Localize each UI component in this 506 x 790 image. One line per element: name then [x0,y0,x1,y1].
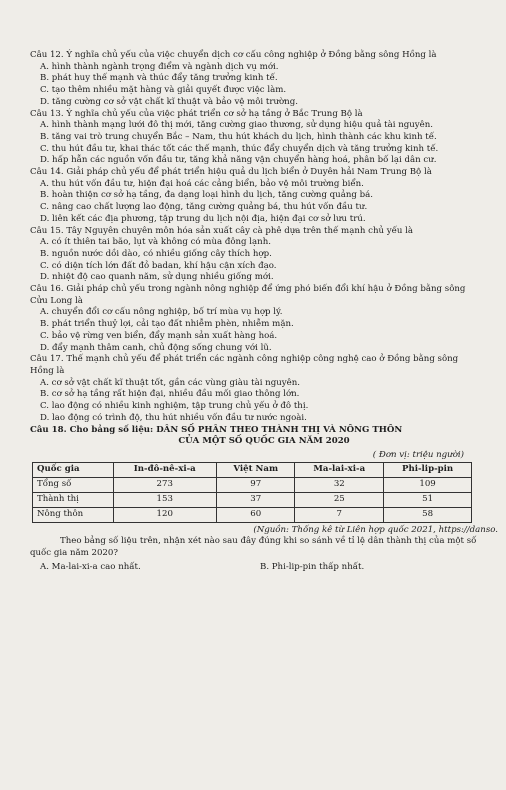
question-14 [30,167,498,226]
option-d: D. nhiệt độ cao quanh năm, sử dụng nhiều giống mới. [40,272,274,283]
option-d: D. tăng cường cơ sở vật chất kĩ thuật và bảo vệ môi trường. [40,96,298,107]
question-stem-continued: Hồng là [30,365,65,376]
table-cell: 60 [217,507,295,522]
option-b: B. cơ sở hạ tầng rất hiện đại, nhiều đầu mối giao thông lớn. [40,389,300,400]
table-cell: 120 [113,507,217,522]
table-header-cell: Việt Nam [217,462,295,477]
table-cell: 273 [113,477,217,492]
question-stem: Câu 17. Thế mạnh chủ yếu để phát triển các ngành công nghiệp công nghệ cao ở Đồng bằng sông [30,354,459,365]
table-title: CỦA MỘT SỐ QUỐC GIA NĂM 2020 [178,436,350,447]
table-cell: 37 [217,492,295,507]
question-stem: Câu 13. Ý nghĩa chủ yếu của việc phát triển cơ sở hạ tầng ở Bắc Trung Bộ là [30,108,363,119]
table-cell: 32 [295,477,384,492]
table-cell: 51 [384,492,472,507]
question-12 [30,50,498,109]
data-table [32,462,472,523]
option-a: A. Ma-lai-xi-a cao nhất. [40,561,141,572]
table-cell: 153 [113,492,217,507]
question-16 [30,284,498,354]
option-b: B. nguồn nước dồi dào, có nhiều giống cây thích hợp. [40,248,272,259]
answer-row [30,562,498,574]
option-a: A. thu hút vốn đầu tư, hiện đại hoá các cảng biển, bảo vệ môi trường biển. [40,178,364,189]
table-row [33,492,472,507]
table-source: (Nguồn: Thống kê từ Liên hợp quốc 2021, https://danso. [253,524,498,535]
option-c: C. nâng cao chất lượng lao động, tăng cường quảng bá, thu hút vốn đầu tư. [40,202,368,213]
option-a: A. cơ sở vật chất kĩ thuật tốt, gần các vùng giàu tài nguyên. [40,377,300,388]
table-header-cell: Ma-lai-xi-a [295,462,384,477]
option-b: B. phát huy thế mạnh và thúc đẩy tăng trưởng kinh tế. [40,73,278,84]
table-cell: 97 [217,477,295,492]
table-cell: 25 [295,492,384,507]
table-header-cell: In-đô-nê-xi-a [113,462,217,477]
question-stem-continued: Cửu Long là [30,295,83,306]
table-cell: Nông thôn [33,507,114,522]
option-c: C. lao động có nhiều kinh nghiệm, tập trung chủ yếu ở đô thị. [40,401,309,412]
option-d: D. đẩy mạnh thâm canh, chủ động sống chung với lũ. [40,342,272,353]
option-c: C. bảo vệ rừng ven biển, đẩy mạnh sản xuất hàng hoá. [40,330,278,341]
option-a: A. hình thành mạng lưới đô thị mới, tăng cường giao thương, sử dụng hiệu quả tài nguyên. [40,120,434,131]
table-cell: Thành thị [33,492,114,507]
table-cell: Tổng số [33,477,114,492]
question-stem: Câu 12. Ý nghĩa chủ yếu của việc chuyển dịch cơ cấu công nghiệp ở Đồng bằng sông Hồng là [30,50,437,60]
option-b: B. hoàn thiện cơ sở hạ tầng, đa dạng loại hình du lịch, tăng cường quảng bá. [40,190,373,201]
option-d: D. liên kết các địa phương, tập trung du lịch nội địa, hiện đại cơ sở lưu trú. [40,213,366,224]
question-13 [30,109,498,168]
question-17 [30,354,498,424]
table-header-cell: Quốc gia [33,462,114,477]
option-c: C. có diện tích lớn đất đỏ badan, khí hậu cận xích đạo. [40,260,277,271]
table-header-row [33,462,472,477]
option-a: A. chuyển đổi cơ cấu nông nghiệp, bố trí mùa vụ hợp lý. [40,307,283,318]
option-b: B. phát triển thuỷ lợi, cải tạo đất nhiễm phèn, nhiễm mặn. [40,319,294,330]
question-text-continued: quốc gia năm 2020? [30,548,118,559]
option-d: D. lao động có trình độ, thu hút nhiều vốn đầu tư nước ngoài. [40,412,307,423]
question-stem: Câu 16. Giải pháp chủ yếu trong ngành nông nghiệp để ứng phó biến đổi khí hậu ở Đồng bằng sông [30,284,466,295]
table-row [33,507,472,522]
option-a: A. có ít thiên tai bão, lụt và không có mùa đông lạnh. [40,237,271,248]
table-cell: 7 [295,507,384,522]
option-b: B. tăng vai trò trung chuyển Bắc – Nam, thu hút khách du lịch, hình thành các khu kinh tế. [40,131,437,142]
table-unit: ( Đơn vị: triệu người) [372,449,464,460]
question-18 [30,425,498,574]
option-c: C. thu hút đầu tư, khai thác tốt các thế mạnh, thúc đẩy chuyển dịch và tăng trưởng kinh tế. [40,143,439,154]
question-15 [30,226,498,285]
option-c: C. tạo thêm nhiều mặt hàng và giải quyết được việc làm. [40,85,287,96]
option-a: A. hình thành ngành trọng điểm và ngành dịch vụ mới. [40,61,279,72]
table-cell: 109 [384,477,472,492]
table-row [33,477,472,492]
question-stem: Câu 14. Giải pháp chủ yếu để phát triển hiệu quả du lịch biển ở Duyên hải Nam Trung Bộ là [30,167,432,178]
question-stem: Câu 15. Tây Nguyên chuyên môn hóa sản xuất cây cà phê dựa trên thế mạnh chủ yếu là [30,225,414,236]
question-stem: Câu 18. Cho bảng số liệu: DÂN SỐ PHÂN THEO THÀNH THỊ VÀ NÔNG THÔN [30,424,403,435]
option-d: D. hấp hẫn các nguồn vốn đầu tư, tăng khả năng vận chuyển hàng hoá, phân bố lại dân cư. [40,155,437,166]
table-cell: 58 [384,507,472,522]
table-header-cell: Phi-lip-pin [384,462,472,477]
option-b: B. Phi-lip-pin thấp nhất. [260,561,365,572]
question-text: Theo bảng số liệu trên, nhận xét nào sau đây đúng khi so sánh về tỉ lệ dân thành thị của một số [60,536,477,547]
